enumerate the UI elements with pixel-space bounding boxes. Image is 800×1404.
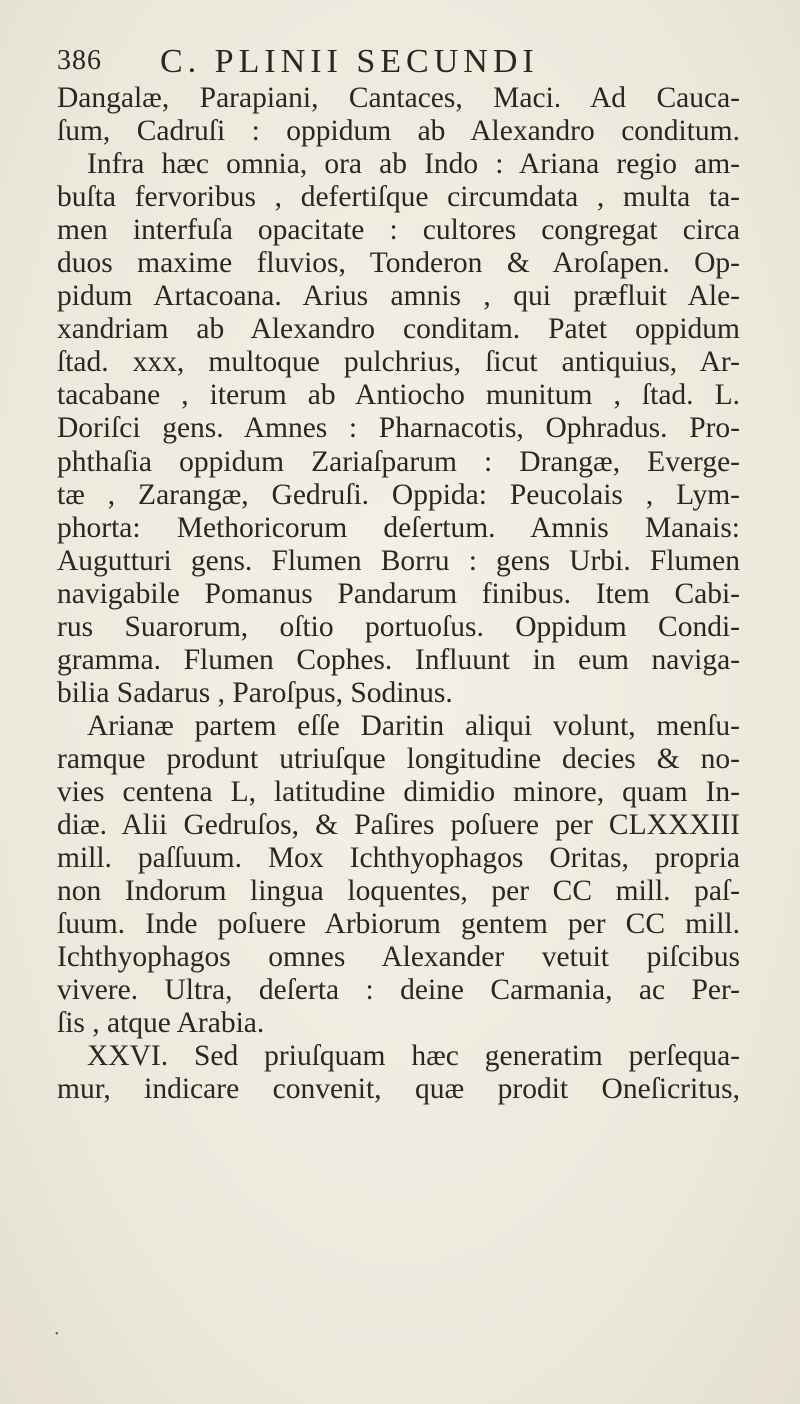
text-line: mur, indicare convenit, quæ prodit Oneſicritus,: [57, 1073, 740, 1106]
text-line: Ichthyophagos omnes Alexander vetuit piſcibus: [57, 941, 740, 974]
text-line: diæ. Alii Gedruſos, & Paſires poſuere per CLXXXIII: [57, 809, 740, 842]
text-line: tacabane , iterum ab Antiocho munitum , ſtad. L.: [57, 379, 740, 412]
body-text: [57, 82, 740, 1106]
text-line: ſum, Cadruſi : oppidum ab Alexandro conditum.: [57, 115, 740, 148]
signature-mark: •: [55, 1329, 59, 1340]
text-line: rus Suarorum, oſtio portuoſus. Oppidum Condi-: [57, 610, 740, 643]
text-line: navigabile Pomanus Pandarum finibus. Item Cabi-: [57, 577, 740, 610]
text-line: men interfuſa opacitate : cultores congregat circa: [57, 214, 740, 247]
text-line: Arianæ partem eſſe Daritin aliqui volunt, menſu-: [87, 709, 740, 742]
running-head: C. PLINII SECUNDI: [160, 43, 539, 80]
page-header: [57, 45, 747, 85]
text-line: phthaſia oppidum Zariaſparum : Drangæ, Everge-: [57, 445, 740, 478]
text-line: ſtad. xxx, multoque pulchrius, ſicut antiquius, Ar-: [57, 346, 740, 379]
text-line: Augutturi gens. Flumen Borru : gens Urbi. Flumen: [57, 544, 740, 577]
text-line: pidum Artacoana. Arius amnis , qui præfluit Ale-: [57, 280, 740, 313]
text-line: non Indorum lingua loquentes, per CC mill. paſ-: [57, 875, 740, 908]
text-line: vivere. Ultra, deſerta : deine Carmania, ac Per-: [57, 974, 740, 1007]
text-line: XXVI. Sed priuſquam hæc generatim perſequa-: [87, 1040, 740, 1073]
text-line: mill. paſſuum. Mox Ichthyophagos Oritas, propria: [57, 842, 740, 875]
text-line: Doriſci gens. Amnes : Pharnacotis, Ophradus. Pro-: [57, 412, 740, 445]
text-line: Infra hæc omnia, ora ab Indo : Ariana regio am-: [87, 148, 740, 181]
text-line: gramma. Flumen Cophes. Influunt in eum naviga-: [57, 643, 740, 676]
text-line: ſuum. Inde poſuere Arbiorum gentem per CC mill.: [57, 908, 740, 941]
text-line: xandriam ab Alexandro conditam. Patet oppidum: [57, 313, 740, 346]
text-line: vies centena L, latitudine dimidio minore, quam In-: [57, 775, 740, 808]
text-line: ramque produnt utriuſque longitudine decies & no-: [57, 742, 740, 775]
text-line: Dangalæ, Parapiani, Cantaces, Maci. Ad Cauca-: [57, 82, 740, 114]
text-line: bilia Sadarus , Paroſpus, Sodinus.: [57, 676, 453, 709]
page-number: 386: [57, 45, 102, 76]
text-line: ſis , atque Arabia.: [57, 1007, 265, 1040]
text-line: buſta fervoribus , defertiſque circumdata , multa ta-: [57, 181, 740, 214]
text-line: duos maxime fluvios, Tonderon & Aroſapen. Op-: [57, 247, 740, 280]
text-line: tæ , Zarangæ, Gedruſi. Oppida: Peucolais , Lym-: [57, 478, 740, 511]
text-line: phorta: Methoricorum deſertum. Amnis Manais:: [57, 511, 740, 544]
